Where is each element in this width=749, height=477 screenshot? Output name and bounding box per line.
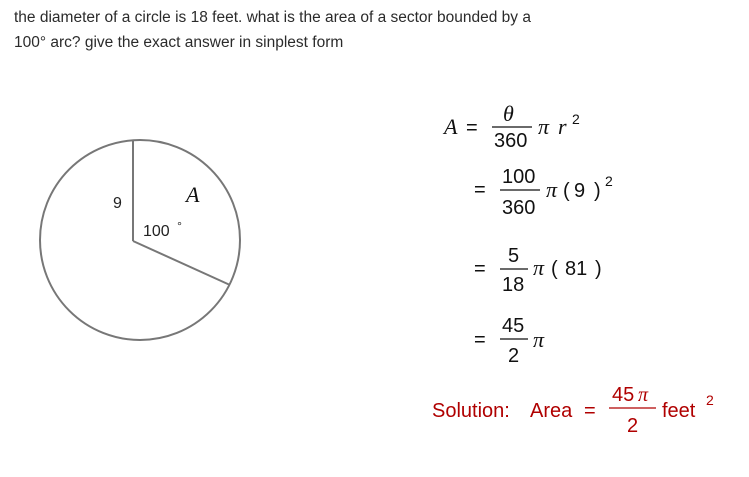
step-1-equals: = <box>474 179 486 201</box>
formula-exponent: 2 <box>572 111 580 127</box>
step-1-close-paren: ) <box>594 180 601 202</box>
solution-exponent: 2 <box>706 392 714 408</box>
circle-outline <box>40 140 240 340</box>
step-3 <box>474 315 545 367</box>
step-2-open-paren: ( <box>551 258 558 280</box>
formula-line <box>442 101 580 152</box>
solution-unit: feet <box>662 400 696 422</box>
circle-diagram <box>40 140 240 340</box>
solution-area: Area <box>530 400 573 422</box>
step-3-equals: = <box>474 329 486 351</box>
step-1 <box>474 166 613 219</box>
step-1-pi: π <box>546 177 558 202</box>
step-2-value: 81 <box>565 258 588 280</box>
step-3-numerator: 45 <box>502 315 525 337</box>
solution-equals: = <box>584 400 596 422</box>
step-3-pi: π <box>533 327 545 352</box>
formula-r: r <box>558 114 567 139</box>
step-1-value: 9 <box>574 180 586 202</box>
solution-denominator: 2 <box>627 415 639 437</box>
formula-equals: = <box>466 117 478 139</box>
solution-numerator: 45 <box>612 384 635 406</box>
degree-symbol: ° <box>177 219 182 233</box>
formula-denominator: 360 <box>494 130 528 152</box>
step-2 <box>474 245 602 296</box>
step-2-denominator: 18 <box>502 274 525 296</box>
solution-pi: π <box>638 384 649 406</box>
step-2-pi: π <box>533 255 545 280</box>
angle-label <box>143 219 182 240</box>
formula-pi: π <box>538 114 550 139</box>
step-1-open-paren: ( <box>563 180 570 202</box>
question-line-2: 100° arc? give the exact answer in sinplest form <box>14 34 344 51</box>
solution-line <box>432 384 714 437</box>
step-2-close-paren: ) <box>595 258 602 280</box>
step-3-denominator: 2 <box>508 345 520 367</box>
angle-value: 100 <box>143 223 170 240</box>
radius-angled <box>133 241 230 285</box>
radius-label: 9 <box>113 195 122 212</box>
step-2-numerator: 5 <box>508 245 520 267</box>
formula-theta: θ <box>503 101 514 126</box>
step-1-exponent: 2 <box>605 173 613 189</box>
formula-lhs: A <box>444 114 458 139</box>
solution-prefix: Solution: <box>432 400 510 422</box>
step-1-denominator: 360 <box>502 197 536 219</box>
step-2-equals: = <box>474 258 486 280</box>
question-line-1: the diameter of a circle is 18 feet. what is the area of a sector bounded by a <box>14 9 531 26</box>
sector-label: A <box>186 182 200 207</box>
step-1-numerator: 100 <box>502 166 536 188</box>
